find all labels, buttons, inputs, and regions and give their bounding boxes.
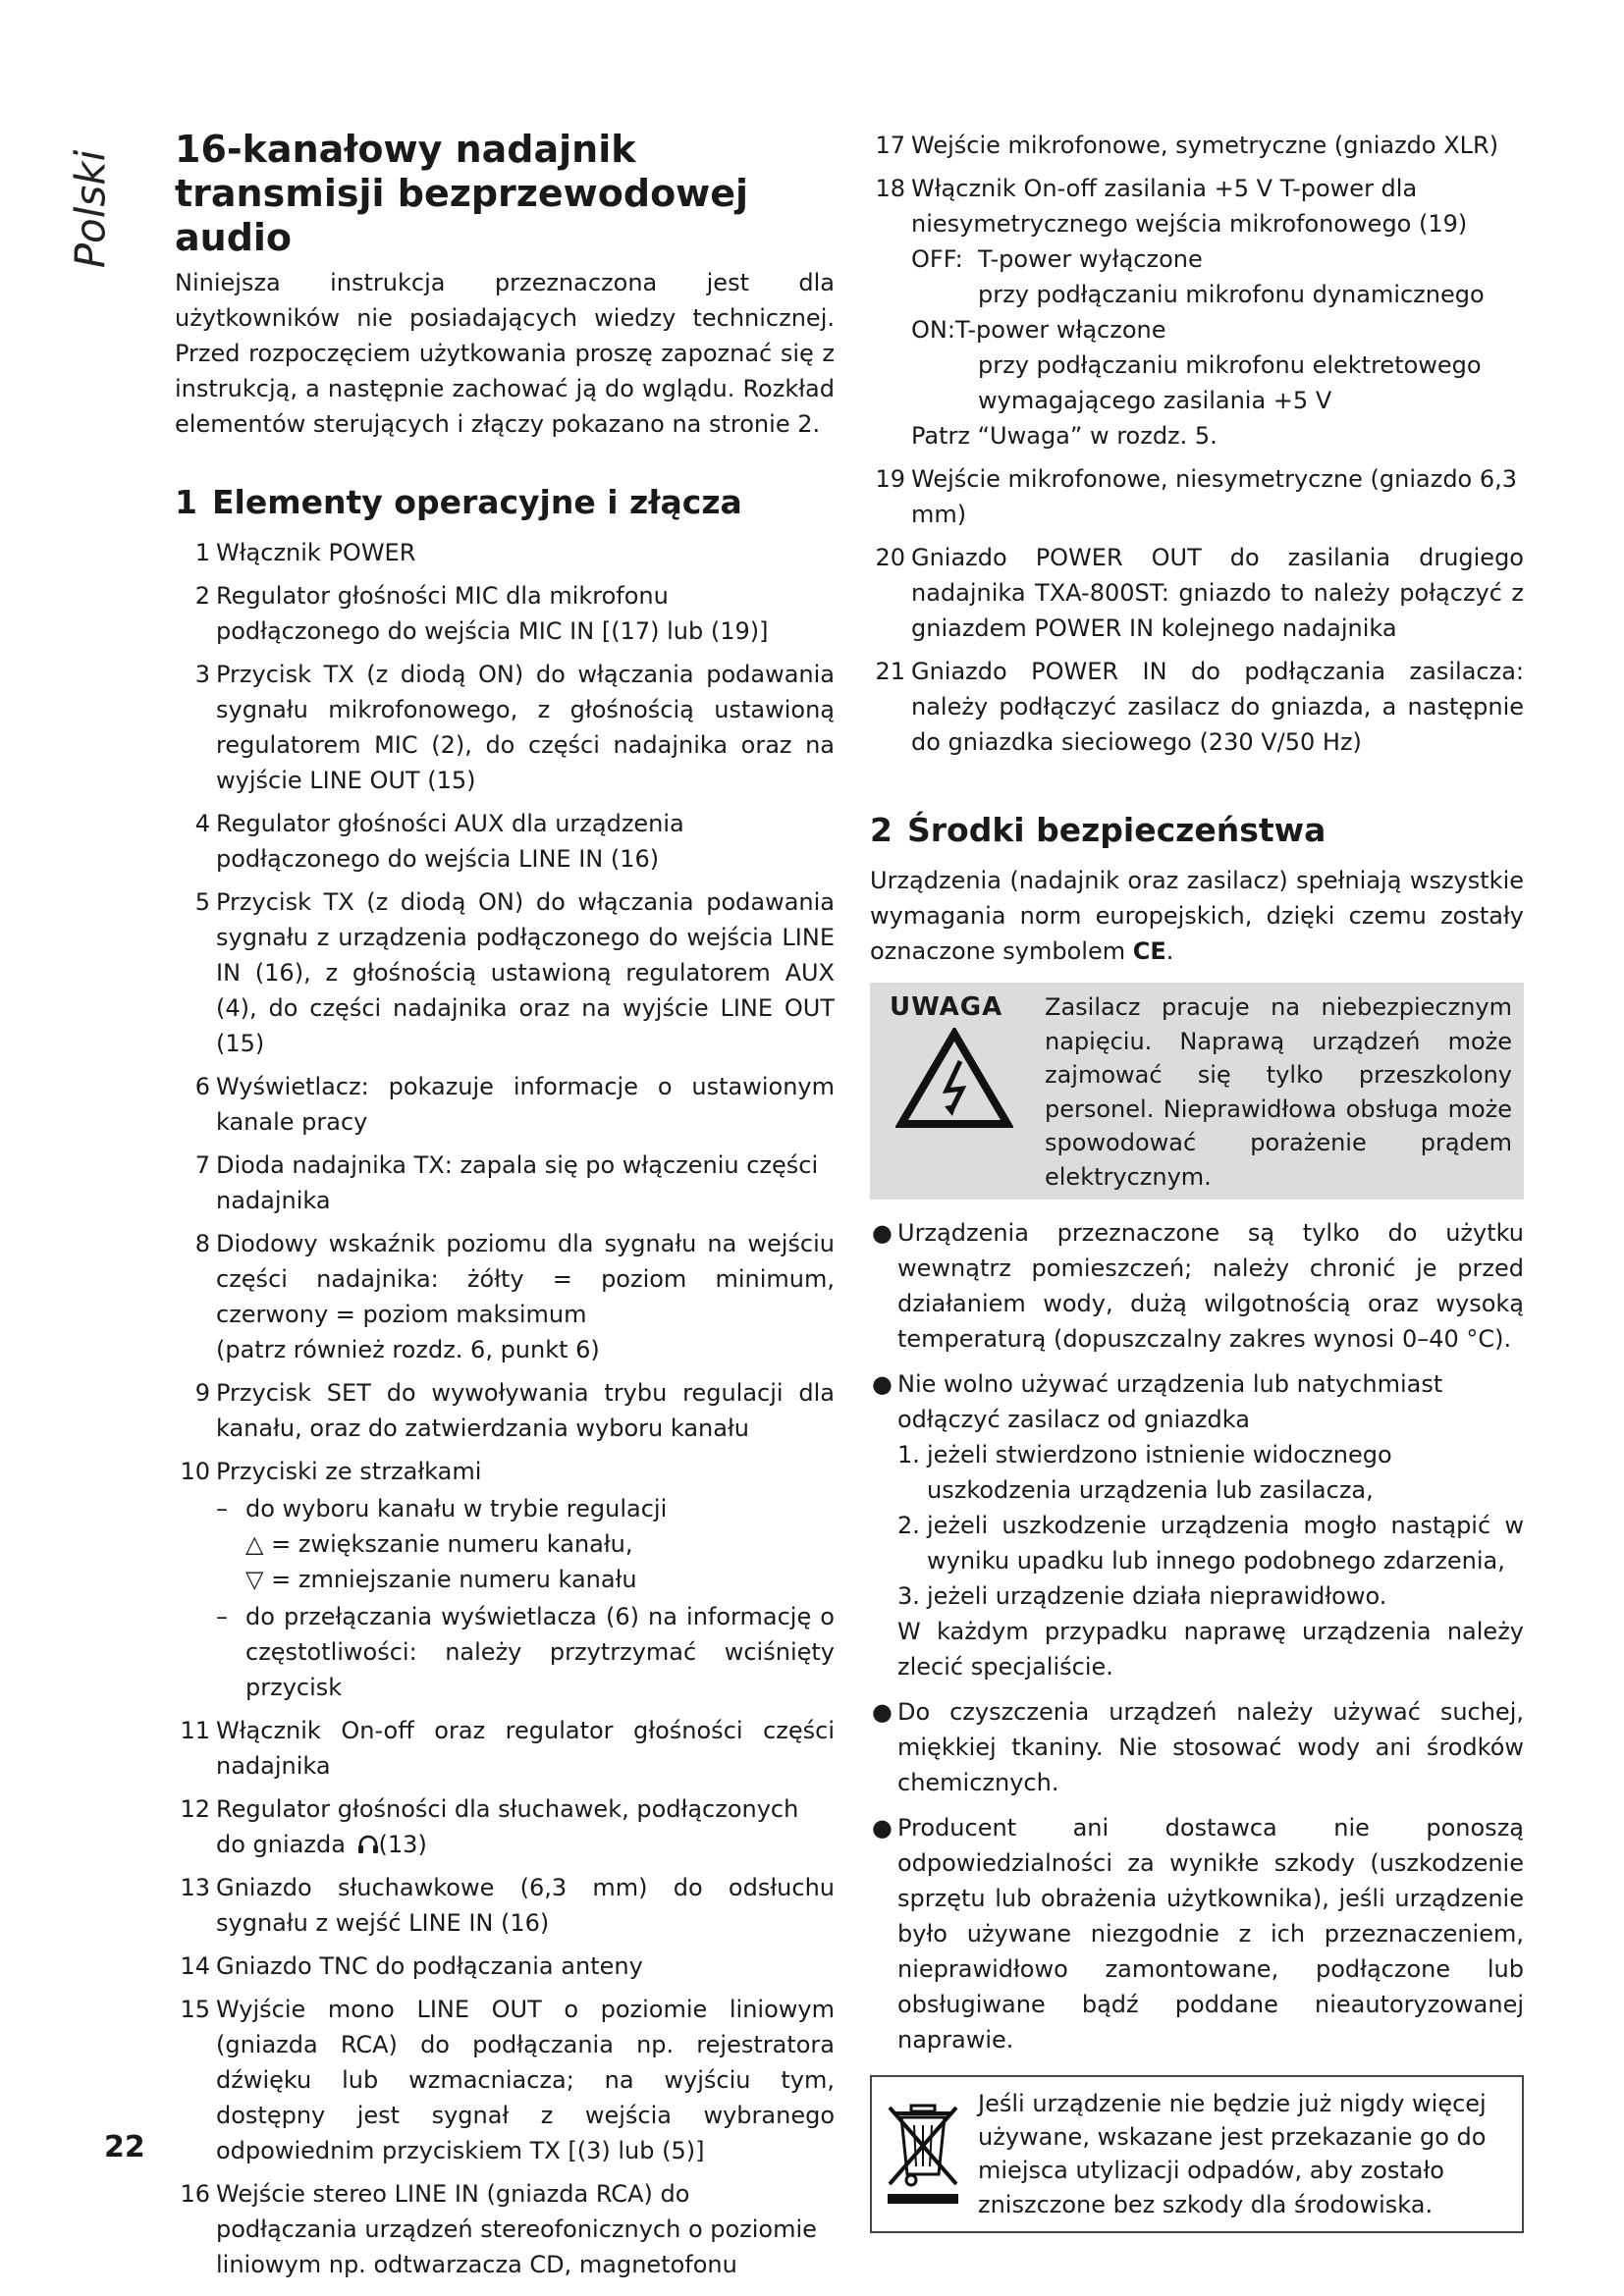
item-number: 18 bbox=[875, 175, 905, 202]
item-number: 12 bbox=[180, 1795, 210, 1824]
list-item bbox=[870, 540, 1524, 646]
on-line bbox=[911, 312, 1524, 347]
bullet-text: Nie wolno używać urządzenia lub natychmiast odłączyć zasilacz od gniazdka bbox=[897, 1370, 1443, 1434]
sub-number: 2. bbox=[897, 1512, 920, 1540]
list-item bbox=[175, 1454, 835, 1705]
section-2-intro: Urządzenia (nadajnik oraz zasilacz) spełniają wszystkie wymagania norm europejskich, dzięki czemu zostały oznaczone symbolem CE. bbox=[870, 867, 1524, 965]
item-number: 6 bbox=[194, 1073, 210, 1101]
dash-text: do przełączania wyświetlacza (6) na informację o częstotliwości: należy przytrzymać wciśnięty przycisk bbox=[245, 1603, 835, 1702]
arrow-down-text: = zmniejszanie numeru kanału bbox=[271, 1566, 637, 1594]
item-text: Regulator głośności MIC dla mikrofonu podłączonego do wejścia MIC IN [(17) lub (19)] bbox=[216, 582, 769, 646]
item-number: 1 bbox=[194, 539, 210, 567]
off-line bbox=[911, 241, 1524, 277]
on-label: ON: bbox=[911, 316, 955, 344]
list-item bbox=[175, 657, 835, 798]
item-text: Przycisk TX (z diodą ON) do włączania podawania sygnału z urządzenia podłączonego do wejścia LINE IN (16), z głośnością ustawioną regulatorem AUX (4), do części nadajnika oraz na wyjście LINE OUT (15) bbox=[216, 888, 835, 1058]
controls-list-right bbox=[870, 128, 1524, 760]
bullet-icon: ● bbox=[872, 1698, 893, 1727]
bullet-text: Urządzenia przeznaczone są tylko do użytku wewnątrz pomieszczeń; należy chronić je przed działaniem wody, dużą wilgotnością oraz wysoką temperaturą (dopuszczalny zakres wynosi 0–40 °C). bbox=[897, 1219, 1524, 1354]
sub-item bbox=[897, 1578, 1524, 1614]
item-text: Włącznik POWER bbox=[216, 539, 416, 567]
sub-number: 3. bbox=[897, 1582, 920, 1611]
sub-text: jeżeli stwierdzono istnienie widocznego uszkodzenia urządzenia lub zasilacza, bbox=[927, 1441, 1392, 1505]
list-item bbox=[175, 884, 835, 1061]
document-title bbox=[175, 128, 835, 259]
list-item bbox=[175, 1791, 835, 1862]
list-item bbox=[175, 1713, 835, 1784]
list-item bbox=[175, 1069, 835, 1140]
item-number: 10 bbox=[180, 1458, 210, 1486]
item-number: 15 bbox=[180, 1996, 210, 2024]
left-column bbox=[175, 128, 835, 2290]
dash-mark: – bbox=[216, 1495, 228, 1523]
list-item bbox=[175, 1949, 835, 1984]
sub-item bbox=[897, 1508, 1524, 1578]
disposal-box bbox=[870, 2075, 1524, 2232]
item-text: Włącznik On-off oraz regulator głośności części nadajnika bbox=[216, 1717, 835, 1781]
item-text: Wyjście mono LINE OUT o poziomie liniowym (gniazda RCA) do podłączania np. rejestratora dźwięku lub wzmacniacza; na wyjściu tym, dostępny jest sygnał z wejścia wybranego odpowiednim przyciskiem TX [(3) lub (5)] bbox=[216, 1996, 835, 2165]
item-text: Wejście stereo LINE IN (gniazda RCA) do podłączania urządzeń stereofonicznych o poziomie liniowym np. odtwarzacza CD, magnetofonu bbox=[216, 2180, 817, 2279]
item-note: (patrz również rozdz. 6, punkt 6) bbox=[216, 1336, 600, 1364]
bullet-item bbox=[870, 1810, 1524, 2057]
bullet-text: Do czyszczenia urządzeń należy używać suchej, miękkiej tkaniny. Nie stosować wody ani środków chemicznych. bbox=[897, 1698, 1524, 1797]
item-number: 17 bbox=[875, 132, 905, 159]
item-text: Gniazdo POWER IN do podłączania zasilacza: należy podłączyć zasilacz do gniazda, a następnie do gniazdka sieciowego (230 V/50 Hz) bbox=[911, 658, 1524, 756]
high-voltage-icon bbox=[895, 1028, 1013, 1130]
dash-item bbox=[216, 1599, 835, 1705]
sub-text: jeżeli uszkodzenie urządzenia mogło nastąpić w wyniku upadku lub innego podobnego zdarzenia, bbox=[927, 1512, 1524, 1575]
item-number: 14 bbox=[180, 1952, 210, 1981]
dash-text: do wyboru kanału w trybie regulacji bbox=[245, 1495, 668, 1523]
title-line-1: 16-kanałowy nadajnik bbox=[175, 128, 636, 171]
dash-item bbox=[216, 1491, 835, 1526]
item-text: Gniazdo słuchawkowe (6,3 mm) do odsłuchu sygnału z wejść LINE IN (16) bbox=[216, 1874, 835, 1938]
item-text: Regulator głośności AUX dla urządzenia podłączonego do wejścia LINE IN (16) bbox=[216, 810, 684, 874]
warning-left bbox=[882, 990, 1045, 1194]
item-number: 19 bbox=[875, 465, 905, 493]
bullet-text: Producent ani dostawca nie ponoszą odpowiedzialności za wynikłe szkody (uszkodzenie sprzętu lub obrażenia użytkownika), jeśli urządzenie było używane niezgodnie z ich przeznaczeniem, nieprawidłowo zamontowane, podłączone lub obsługiwane bądź poddane nieautoryzowanej naprawie. bbox=[897, 1814, 1524, 2055]
warning-box bbox=[870, 983, 1524, 1200]
list-item bbox=[175, 1870, 835, 1941]
list-item bbox=[175, 1226, 835, 1367]
item-number: 20 bbox=[875, 544, 905, 571]
item-number: 4 bbox=[194, 810, 210, 838]
item-number: 8 bbox=[194, 1230, 210, 1258]
item-text: Przyciski ze strzałkami bbox=[216, 1458, 482, 1486]
sub-number: 1. bbox=[897, 1441, 920, 1469]
list-item bbox=[175, 1148, 835, 1218]
section-1-heading bbox=[175, 483, 835, 521]
item-text: Wejście mikrofonowe, niesymetryczne (gniazdo 6,3 mm) bbox=[911, 465, 1518, 528]
bullet-icon: ● bbox=[872, 1370, 893, 1399]
item-text: Gniazdo POWER OUT do zasilania drugiego nadajnika TXA-800ST: gniazdo to należy połączyć z gniazdem POWER IN kolejnego nadajnika bbox=[911, 544, 1524, 642]
list-item bbox=[175, 578, 835, 649]
weee-crossed-bin-icon bbox=[882, 2100, 964, 2208]
bullet-item bbox=[870, 1694, 1524, 1800]
item-number: 5 bbox=[194, 888, 210, 917]
headphones-icon bbox=[357, 1835, 379, 1854]
list-item bbox=[870, 654, 1524, 760]
on-state: T-power włączone bbox=[954, 316, 1166, 344]
warning-text: Zasilacz pracuje na niebezpiecznym napięciu. Naprawą urządzeń może zajmować się tylko przeszkolony personel. Nieprawidłowa obsługa może spowodować porażenie prądem elektrycznym. bbox=[1045, 993, 1512, 1191]
item-number: 9 bbox=[194, 1379, 210, 1408]
list-item bbox=[175, 2176, 835, 2282]
item-text: Wyświetlacz: pokazuje informacje o ustawionym kanale pracy bbox=[216, 1073, 835, 1137]
section-1-number: 1 bbox=[175, 483, 197, 522]
list-item bbox=[175, 1992, 835, 2168]
language-label: Polski bbox=[66, 149, 115, 269]
controls-list-left bbox=[175, 535, 835, 2282]
title-line-2: transmisji bezprzewodowej audio bbox=[175, 171, 749, 259]
section-2-heading bbox=[870, 811, 1524, 849]
list-item bbox=[175, 1375, 835, 1446]
item-text: Gniazdo TNC do podłączania anteny bbox=[216, 1952, 643, 1981]
dash-mark: – bbox=[216, 1603, 228, 1631]
off-label: OFF: bbox=[911, 245, 963, 273]
off-state: T-power wyłączone bbox=[978, 245, 1203, 273]
arrow-up-icon: △ bbox=[245, 1530, 264, 1559]
bullet-icon: ● bbox=[872, 1814, 893, 1842]
item-text: Włącznik On-off zasilania +5 V T-power dla niesymetrycznego wejścia mikrofonowego (19) bbox=[911, 175, 1468, 238]
item-number: 16 bbox=[180, 2180, 210, 2209]
off-description: przy podłączaniu mikrofonu dynamicznego bbox=[978, 281, 1485, 308]
arrow-down-line bbox=[216, 1562, 835, 1597]
ce-mark-icon: CE bbox=[1132, 937, 1166, 965]
item-number: 7 bbox=[194, 1151, 210, 1180]
bullet-after-text: W każdym przypadku naprawę urządzenia należy zlecić specjaliście. bbox=[897, 1618, 1524, 1682]
list-item bbox=[870, 171, 1524, 454]
disposal-text: Jeśli urządzenie nie będzie już nigdy więcej używane, wskazane jest przekazanie go do miejsca utylizacji odpadów, aby zostało zniszczone bez szkody dla środowiska. bbox=[978, 2090, 1487, 2218]
arrow-down-icon: ▽ bbox=[245, 1566, 264, 1594]
bullet-icon: ● bbox=[872, 1219, 893, 1248]
arrow-up-line bbox=[216, 1526, 835, 1562]
section-2-title: Środki bezpieczeństwa bbox=[907, 811, 1326, 849]
item-ref: (13) bbox=[378, 1831, 427, 1859]
item-text: Diodowy wskaźnik poziomu dla sygnału na wejściu części nadajnika: żółty = poziom minimum, czerwony = poziom maksimum bbox=[216, 1230, 835, 1329]
item-number: 11 bbox=[180, 1717, 210, 1745]
sub-item bbox=[897, 1437, 1524, 1508]
page-number: 22 bbox=[104, 2130, 145, 2164]
item-text: Regulator głośności dla słuchawek, podłączonych do gniazda bbox=[216, 1795, 799, 1859]
section-2-intro-text: Urządzenia (nadajnik oraz zasilacz) spełniają wszystkie wymagania norm europejskich, dzięki czemu zostały oznaczone symbolem bbox=[870, 867, 1524, 965]
safety-bullets bbox=[870, 1215, 1524, 2057]
list-item bbox=[175, 535, 835, 570]
item-text: Przycisk TX (z diodą ON) do włączania podawania sygnału mikrofonowego, z głośnością ustawioną regulatorem MIC (2), do części nadajnika oraz na wyjście LINE OUT (15) bbox=[216, 661, 835, 795]
item-number: 3 bbox=[194, 661, 210, 689]
item-number: 13 bbox=[180, 1874, 210, 1902]
item-note: Patrz “Uwaga” w rozdz. 5. bbox=[911, 422, 1218, 450]
arrow-up-text: = zwiększanie numeru kanału, bbox=[271, 1530, 633, 1559]
list-item bbox=[175, 806, 835, 877]
item-number: 2 bbox=[194, 582, 210, 611]
right-column bbox=[870, 128, 1524, 2233]
intro-paragraph: Niniejsza instrukcja przeznaczona jest dla użytkowników nie posiadających wiedzy technicznej. Przed rozpoczęciem użytkowania proszę zapoznać się z instrukcją, a następnie zachować ją do wglądu. Rozkład elementów sterujących i złączy pokazano na stronie 2. bbox=[175, 269, 835, 439]
list-item bbox=[870, 461, 1524, 532]
item-text: Przycisk SET do wywoływania trybu regulacji dla kanału, oraz do zatwierdzania wyboru kanału bbox=[216, 1379, 835, 1443]
language-side-label bbox=[41, 135, 139, 283]
section-1-title: Elementy operacyjne i złącza bbox=[212, 483, 742, 522]
item-text: Dioda nadajnika TX: zapala się po włączeniu części nadajnika bbox=[216, 1151, 819, 1215]
section-2-number: 2 bbox=[870, 811, 893, 849]
on-description: przy podłączaniu mikrofonu elektretowego wymagającego zasilania +5 V bbox=[978, 351, 1482, 414]
bullet-item bbox=[870, 1366, 1524, 1684]
item-text: Wejście mikrofonowe, symetryczne (gniazdo XLR) bbox=[911, 132, 1499, 159]
bullet-item bbox=[870, 1215, 1524, 1357]
list-item bbox=[870, 128, 1524, 163]
warning-label: UWAGA bbox=[890, 992, 1003, 1022]
sub-text: jeżeli urządzenie działa nieprawidłowo. bbox=[927, 1582, 1387, 1611]
item-number: 21 bbox=[875, 658, 905, 685]
